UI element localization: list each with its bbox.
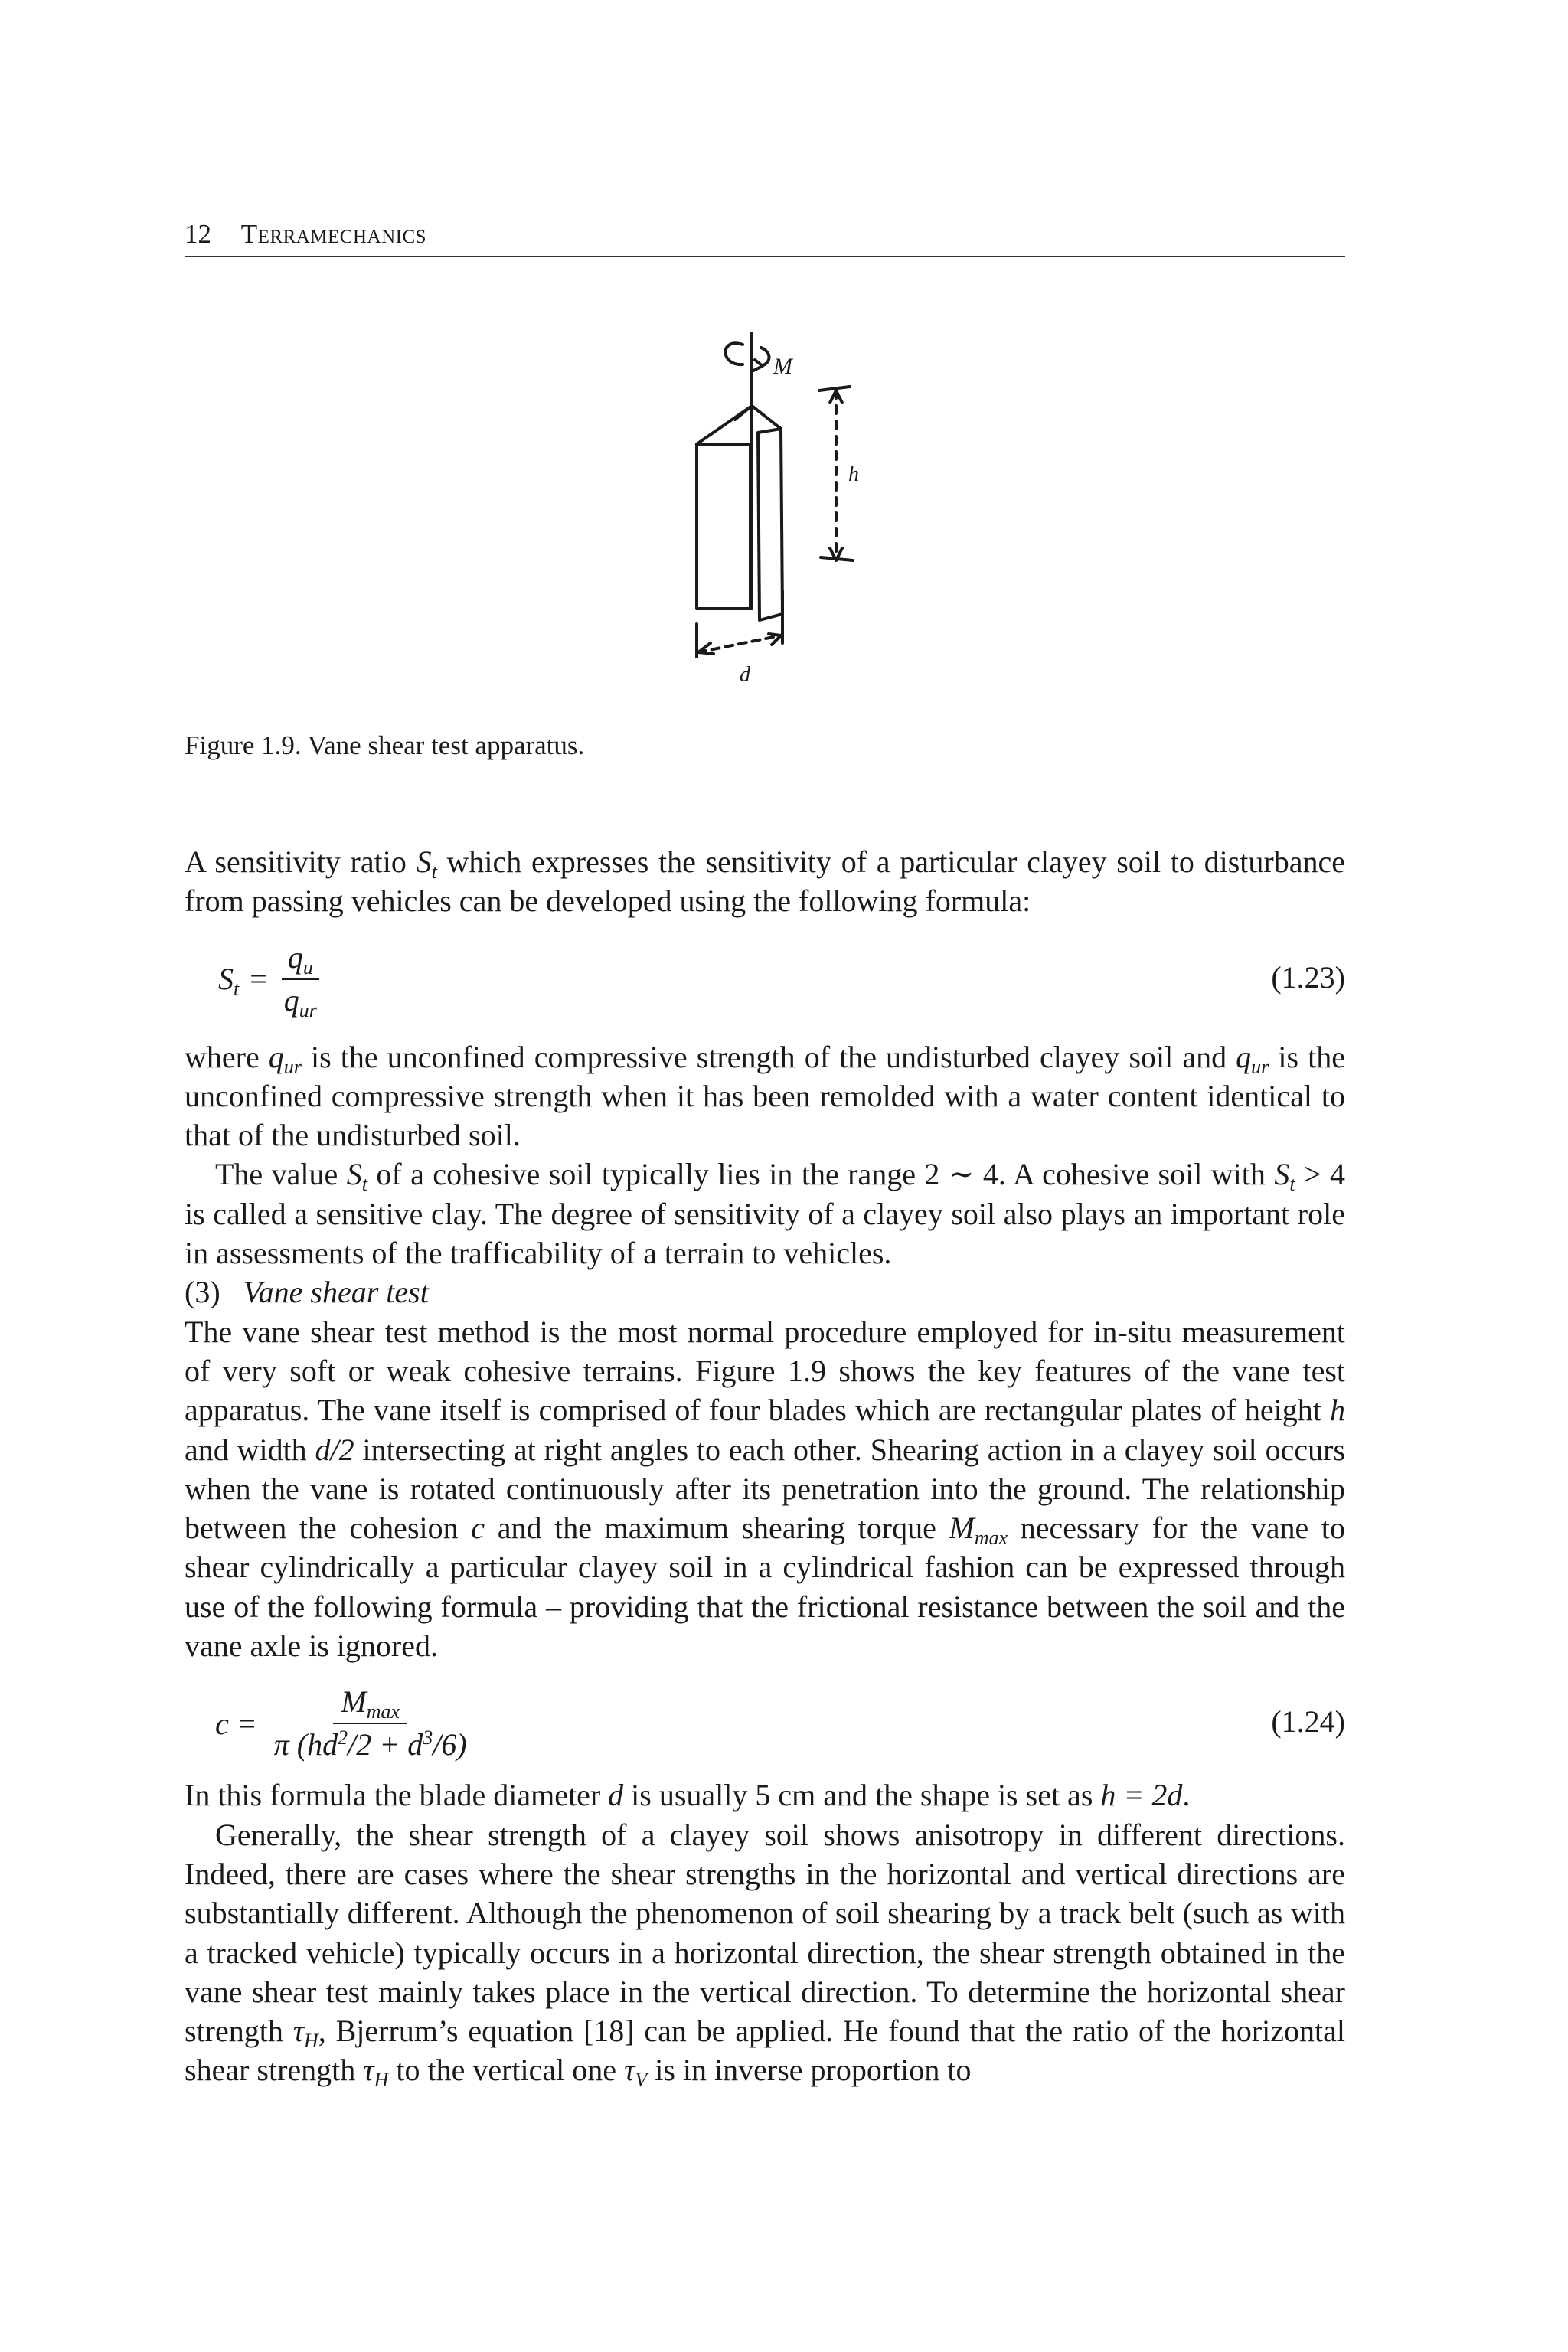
section-heading: (3) Vane shear test (185, 1275, 429, 1310)
vane-blade-left (697, 444, 750, 609)
running-head (185, 216, 1345, 257)
eq2-fraction (268, 1681, 473, 1766)
eq2-numerator: $M_{max}$ (333, 1681, 407, 1724)
equation-1-23 (185, 926, 1345, 1033)
eq1-numerator: $q_u$ (282, 937, 319, 980)
section-title: Vane shear test (243, 1275, 429, 1310)
paragraph-sensitive-clay: The value $S_t$ of a cohesive soil typically lies in the range 2 ∼ 4. A cohesive soil with $S_t > 4$ is called a sensitive clay. The degree of sensitivity of a clayey soil also plays an important role in assessments of the trafficability of a terrain to vehicles. (185, 1157, 1345, 1271)
eq2-denominator: π $(hd^2/2 + d^3/6)$ (273, 1726, 467, 1762)
vane-blade-right (758, 429, 782, 620)
moment-label: M (773, 354, 792, 379)
height-label: h (848, 462, 859, 486)
paragraph-where: where $q_{ur}$ is the unconfined compressive strength of the undisturbed clayey soil and $q_{ur}$ is the unconfined compressive strength when it has been remolded with a water content identical to that of the undisturbed soil. (185, 1039, 1346, 1153)
equation-1-24 (185, 1670, 1345, 1771)
eq1-lhs: $S_t$ (218, 961, 240, 1000)
rotation-arrow-head (753, 360, 763, 371)
vane-apparatus-drawing (666, 329, 919, 712)
body-text (185, 842, 1345, 2090)
paragraph-anisotropy: Generally, the shear strength of a clayey soil shows anisotropy in different directions. Indeed, there are cases where the shear strengths in the horizontal and vertical directions are substantially different. Although the phenomenon of soil shearing by a track belt (such as with a tracked vehicle) typically occurs in a horizontal direction, the shear strength obtained in the vane shear test mainly takes place in the vertical direction. To determine the horizontal shear strength $\tau_H$, Bjerrum’s equation [18] can be applied. He found that the ratio of the horizontal shear strength $\tau_H$ to the vertical one $\tau_V$ is in inverse proportion to (185, 1817, 1345, 2092)
eq1-equals: = (250, 961, 267, 996)
eq1-denominator: $q_{ur}$ (283, 982, 317, 1021)
eq1-fraction (278, 937, 323, 1021)
figure-caption: Figure 1.9. Vane shear test apparatus. (185, 730, 585, 760)
diameter-label: d (740, 663, 750, 687)
eq2-lhs: c = (215, 1706, 257, 1741)
paragraph-vane-test: The vane shear test method is the most normal procedure employed for in-situ measurement of very soft or weak cohesive terrains. Figure 1.9 shows the key features of the vane test apparatus. The vane itself is comprised of four blades which are rectangular plates of height h and width d/2 intersecting at right angles to each other. Shearing action in a clayey soil occurs when the vane is rotated continuously after its penetration into the ground. The relationship between the cohesion c and the maximum shearing torque $M_{max}$ necessary for the vane to shear cylindrically a particular clayey soil in a cylindrical fashion can be expressed through use of the following formula – providing that the frictional resistance between the soil and the vane axle is ignored. (185, 1314, 1345, 1664)
rotation-arrow (726, 343, 743, 364)
paragraph-sensitivity-intro: A sensitivity ratio $S_t$ which expresses the sensitivity of a particular clayey soil to disturbance from passing vehicles can be developed using the following formula: (185, 844, 1345, 919)
var-St: $S_t$ (416, 844, 437, 883)
running-title: Terramechanics (240, 219, 427, 249)
equation-number: (1.24) (1271, 1704, 1345, 1740)
page-number: 12 (185, 219, 211, 249)
paragraph-blade-diameter: In this formula the blade diameter d is usually 5 cm and the shape is set as h = 2d. (185, 1778, 1191, 1813)
rotation-arrow-end (761, 348, 769, 366)
equation-number: (1.23) (1271, 959, 1345, 995)
vane-apparatus-figure (666, 329, 919, 712)
